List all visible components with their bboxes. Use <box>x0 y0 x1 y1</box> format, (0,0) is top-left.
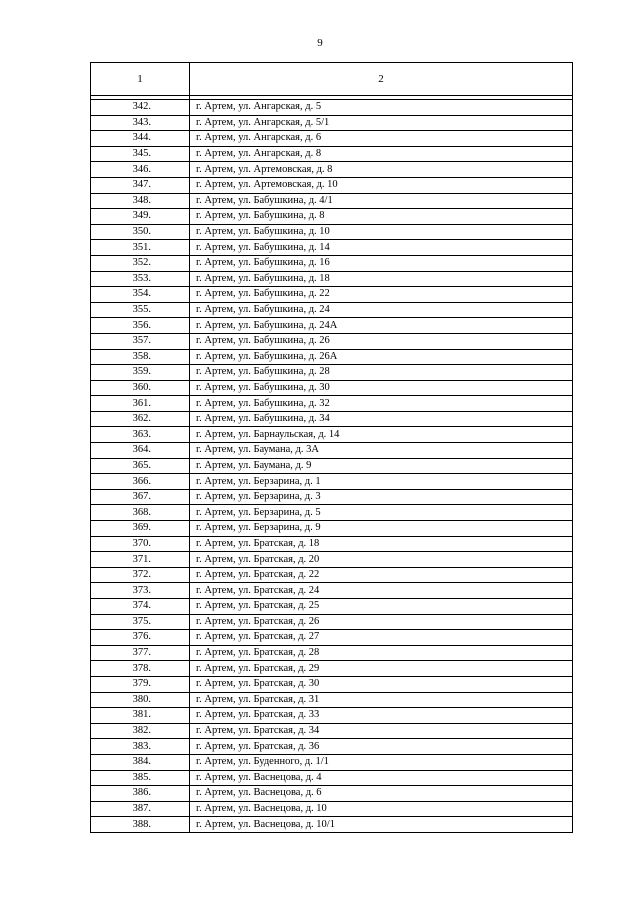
table-row <box>91 427 573 443</box>
table-row <box>91 723 573 739</box>
row-address: г. Артем, ул. Бабушкина, д. 30 <box>190 380 573 396</box>
table-row <box>91 458 573 474</box>
row-number: 367. <box>91 489 190 505</box>
table-row <box>91 474 573 490</box>
row-number: 386. <box>91 786 190 802</box>
table-row <box>91 380 573 396</box>
row-number: 343. <box>91 115 190 131</box>
row-number: 383. <box>91 739 190 755</box>
table-row <box>91 552 573 568</box>
row-number: 359. <box>91 365 190 381</box>
row-address: г. Артем, ул. Баумана, д. 3А <box>190 443 573 459</box>
row-number: 384. <box>91 754 190 770</box>
table-row <box>91 411 573 427</box>
table-row <box>91 365 573 381</box>
row-number: 379. <box>91 676 190 692</box>
table-row <box>91 131 573 147</box>
table-header-row <box>91 63 573 96</box>
row-address: г. Артем, ул. Васнецова, д. 4 <box>190 770 573 786</box>
row-number: 346. <box>91 162 190 178</box>
row-address: г. Артем, ул. Бабушкина, д. 34 <box>190 411 573 427</box>
row-number: 353. <box>91 271 190 287</box>
row-address: г. Артем, ул. Братская, д. 25 <box>190 599 573 615</box>
row-number: 356. <box>91 318 190 334</box>
row-address: г. Артем, ул. Бабушкина, д. 16 <box>190 255 573 271</box>
row-number: 366. <box>91 474 190 490</box>
row-address: г. Артем, ул. Бабушкина, д. 8 <box>190 209 573 225</box>
table-row <box>91 146 573 162</box>
row-address: г. Артем, ул. Братская, д. 24 <box>190 583 573 599</box>
table-row <box>91 443 573 459</box>
table-row <box>91 521 573 537</box>
row-number: 352. <box>91 255 190 271</box>
table-row <box>91 489 573 505</box>
table-row <box>91 255 573 271</box>
row-address: г. Артем, ул. Бабушкина, д. 24 <box>190 302 573 318</box>
row-number: 371. <box>91 552 190 568</box>
table-row <box>91 271 573 287</box>
table-row <box>91 599 573 615</box>
row-number: 355. <box>91 302 190 318</box>
row-number: 381. <box>91 708 190 724</box>
row-address: г. Артем, ул. Артемовская, д. 8 <box>190 162 573 178</box>
table-row <box>91 333 573 349</box>
row-address: г. Артем, ул. Братская, д. 22 <box>190 567 573 583</box>
row-number: 368. <box>91 505 190 521</box>
row-address: г. Артем, ул. Артемовская, д. 10 <box>190 177 573 193</box>
table-row <box>91 240 573 256</box>
row-address: г. Артем, ул. Бабушкина, д. 26 <box>190 333 573 349</box>
row-number: 354. <box>91 287 190 303</box>
row-address: г. Артем, ул. Буденного, д. 1/1 <box>190 754 573 770</box>
table-row <box>91 567 573 583</box>
row-number: 351. <box>91 240 190 256</box>
row-number: 387. <box>91 801 190 817</box>
row-address: г. Артем, ул. Бабушкина, д. 24А <box>190 318 573 334</box>
table-row <box>91 209 573 225</box>
table-row <box>91 583 573 599</box>
row-address: г. Артем, ул. Бабушкина, д. 28 <box>190 365 573 381</box>
table-row <box>91 801 573 817</box>
table-row <box>91 739 573 755</box>
table-row <box>91 177 573 193</box>
row-number: 350. <box>91 224 190 240</box>
row-number: 349. <box>91 209 190 225</box>
row-number: 378. <box>91 661 190 677</box>
table-row <box>91 770 573 786</box>
table-row <box>91 505 573 521</box>
row-address: г. Артем, ул. Ангарская, д. 6 <box>190 131 573 147</box>
row-number: 360. <box>91 380 190 396</box>
row-address: г. Артем, ул. Берзарина, д. 5 <box>190 505 573 521</box>
row-address: г. Артем, ул. Бабушкина, д. 18 <box>190 271 573 287</box>
row-number: 345. <box>91 146 190 162</box>
table-row <box>91 100 573 116</box>
table-row <box>91 115 573 131</box>
row-address: г. Артем, ул. Ангарская, д. 8 <box>190 146 573 162</box>
table-row <box>91 708 573 724</box>
row-number: 365. <box>91 458 190 474</box>
address-table <box>90 62 573 833</box>
row-number: 369. <box>91 521 190 537</box>
row-address: г. Артем, ул. Берзарина, д. 9 <box>190 521 573 537</box>
row-number: 377. <box>91 645 190 661</box>
table-row <box>91 754 573 770</box>
row-address: г. Артем, ул. Берзарина, д. 1 <box>190 474 573 490</box>
row-number: 373. <box>91 583 190 599</box>
table-row <box>91 661 573 677</box>
column-header-number: 1 <box>91 63 190 96</box>
row-number: 348. <box>91 193 190 209</box>
table-row <box>91 287 573 303</box>
row-number: 347. <box>91 177 190 193</box>
row-number: 358. <box>91 349 190 365</box>
table-row <box>91 817 573 833</box>
table-row <box>91 162 573 178</box>
row-address: г. Артем, ул. Берзарина, д. 3 <box>190 489 573 505</box>
row-number: 362. <box>91 411 190 427</box>
column-header-address: 2 <box>190 63 573 96</box>
row-address: г. Артем, ул. Братская, д. 29 <box>190 661 573 677</box>
row-address: г. Артем, ул. Бабушкина, д. 22 <box>190 287 573 303</box>
row-address: г. Артем, ул. Братская, д. 28 <box>190 645 573 661</box>
row-address: г. Артем, ул. Баумана, д. 9 <box>190 458 573 474</box>
row-number: 374. <box>91 599 190 615</box>
row-address: г. Артем, ул. Бабушкина, д. 4/1 <box>190 193 573 209</box>
row-address: г. Артем, ул. Ангарская, д. 5 <box>190 100 573 116</box>
row-address: г. Артем, ул. Братская, д. 34 <box>190 723 573 739</box>
row-number: 388. <box>91 817 190 833</box>
table-row <box>91 396 573 412</box>
row-number: 370. <box>91 536 190 552</box>
table-row <box>91 645 573 661</box>
table-row <box>91 692 573 708</box>
row-address: г. Артем, ул. Братская, д. 31 <box>190 692 573 708</box>
row-address: г. Артем, ул. Братская, д. 33 <box>190 708 573 724</box>
row-address: г. Артем, ул. Бабушкина, д. 14 <box>190 240 573 256</box>
row-number: 363. <box>91 427 190 443</box>
table-row <box>91 536 573 552</box>
row-address: г. Артем, ул. Васнецова, д. 6 <box>190 786 573 802</box>
row-number: 372. <box>91 567 190 583</box>
row-number: 382. <box>91 723 190 739</box>
row-number: 375. <box>91 614 190 630</box>
row-number: 361. <box>91 396 190 412</box>
row-address: г. Артем, ул. Братская, д. 18 <box>190 536 573 552</box>
row-address: г. Артем, ул. Бабушкина, д. 10 <box>190 224 573 240</box>
table-row <box>91 302 573 318</box>
table-row <box>91 349 573 365</box>
row-address: г. Артем, ул. Братская, д. 20 <box>190 552 573 568</box>
row-address: г. Артем, ул. Братская, д. 26 <box>190 614 573 630</box>
row-number: 380. <box>91 692 190 708</box>
row-number: 364. <box>91 443 190 459</box>
row-number: 376. <box>91 630 190 646</box>
row-address: г. Артем, ул. Бабушкина, д. 26А <box>190 349 573 365</box>
row-number: 357. <box>91 333 190 349</box>
table-row <box>91 786 573 802</box>
table-row <box>91 318 573 334</box>
page-number: 9 <box>317 37 323 49</box>
row-address: г. Артем, ул. Братская, д. 30 <box>190 676 573 692</box>
row-address: г. Артем, ул. Братская, д. 27 <box>190 630 573 646</box>
table-row <box>91 630 573 646</box>
row-address: г. Артем, ул. Васнецова, д. 10/1 <box>190 817 573 833</box>
row-number: 344. <box>91 131 190 147</box>
row-address: г. Артем, ул. Братская, д. 36 <box>190 739 573 755</box>
table-row <box>91 614 573 630</box>
row-address: г. Артем, ул. Васнецова, д. 10 <box>190 801 573 817</box>
row-address: г. Артем, ул. Ангарская, д. 5/1 <box>190 115 573 131</box>
table-row <box>91 224 573 240</box>
table-row <box>91 193 573 209</box>
row-address: г. Артем, ул. Бабушкина, д. 32 <box>190 396 573 412</box>
table-row <box>91 676 573 692</box>
row-number: 342. <box>91 100 190 116</box>
row-number: 385. <box>91 770 190 786</box>
row-address: г. Артем, ул. Барнаульская, д. 14 <box>190 427 573 443</box>
